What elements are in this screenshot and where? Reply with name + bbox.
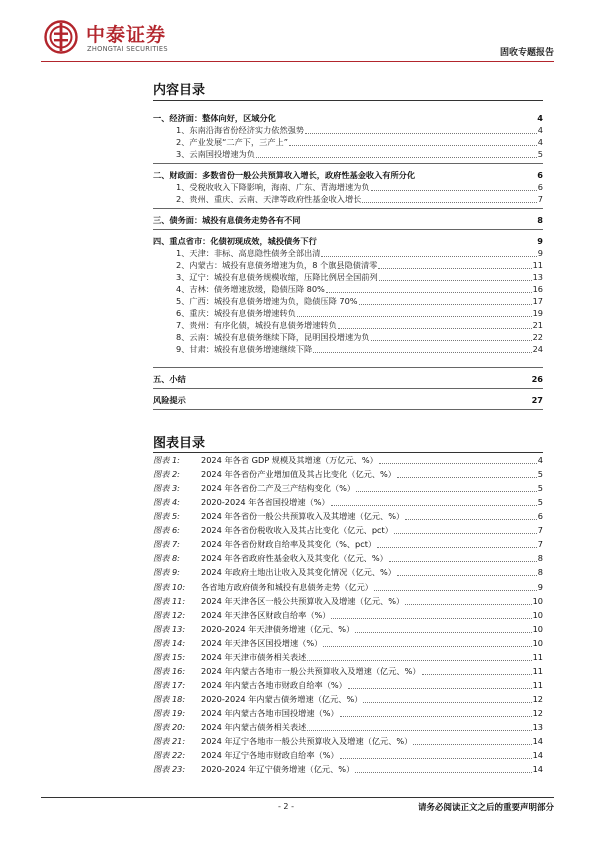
figure-page-number: 14: [532, 736, 543, 746]
toc-entry-text: 2、产业发展“二产下，三产上”: [176, 137, 288, 147]
figure-list-item[interactable]: [153, 624, 543, 635]
toc-section-link[interactable]: [153, 113, 543, 124]
figure-label: 图表 11:: [153, 595, 186, 606]
dot-leader: [359, 304, 532, 305]
dot-leader: [378, 268, 531, 269]
toc-subsection-link[interactable]: [176, 296, 543, 307]
figure-page-number: 8: [537, 553, 543, 564]
figure-list-item[interactable]: [153, 567, 543, 578]
footer-divider: [41, 797, 554, 798]
toc-page-number: 19: [532, 308, 543, 318]
dot-leader: [307, 660, 531, 661]
toc-page-number: 6: [537, 182, 543, 192]
figure-list-item[interactable]: [153, 722, 543, 733]
figure-title: 2024 年政府土地出让收入及其变化情况（亿元、%）: [201, 567, 396, 578]
figure-title: 各省地方政府债务和城投有息债务走势（亿元）: [201, 581, 373, 592]
figure-label: 图表 16:: [153, 665, 186, 676]
figure-title: 2024 年各省政府性基金收入及其变化（亿元、%）: [201, 553, 388, 564]
figure-page-number: 10: [532, 637, 543, 648]
toc-page-number: 24: [532, 344, 543, 354]
logo-english-name: ZHONGTAI SECURITIES: [87, 45, 168, 53]
toc-separator: [153, 367, 543, 368]
figure-list-item[interactable]: [153, 680, 543, 691]
figure-label: 图表 8:: [153, 553, 180, 564]
toc-separator: [153, 208, 543, 209]
toc-subsection-link[interactable]: [176, 125, 543, 136]
report-type-label: 固收专题报告: [499, 48, 554, 58]
toc-page-number: 6: [537, 170, 543, 180]
toc-page-number: 8: [537, 215, 543, 225]
figure-label: 图表 2:: [153, 469, 180, 480]
figure-page-number: 10: [532, 623, 543, 634]
dot-leader: [405, 604, 531, 605]
toc-entry-text: 7、贵州：有序化债，城投有息债务增速转负: [176, 320, 337, 330]
figure-list-item[interactable]: [153, 582, 543, 593]
toc-separator: [153, 163, 543, 164]
figure-list-item[interactable]: [153, 553, 543, 564]
figure-page-number: 11: [532, 679, 543, 690]
toc-page-number: 11: [532, 260, 543, 270]
dot-leader: [331, 618, 531, 619]
dot-leader: [371, 190, 537, 191]
figure-title: 2024 年各省份税收收入及其占比变化（亿元、pct）: [201, 525, 393, 536]
dot-leader: [362, 202, 536, 203]
toc-section-link[interactable]: [153, 374, 543, 385]
figure-title: 2024 年天津各区国投增速（%）: [201, 637, 323, 648]
toc-subsection-link[interactable]: [176, 182, 543, 193]
figure-title: 2024 年内蒙古各地市财政自给率（%）: [201, 679, 347, 690]
figure-label: 图表 20:: [153, 722, 186, 732]
figure-list-item[interactable]: [153, 610, 543, 621]
figure-label: 图表 13:: [153, 623, 186, 634]
toc-entry-text: 三、债务面：城投有息债务走势各有不同: [153, 215, 301, 225]
figure-page-number: 11: [532, 651, 543, 662]
dot-leader: [356, 491, 537, 492]
figure-title: 2024 年天津各区财政自给率（%）: [201, 609, 331, 620]
figure-title: 2020-2024 年天津债务增速（亿元、%）: [201, 623, 355, 634]
figure-label: 图表 14:: [153, 637, 186, 648]
dot-leader: [374, 590, 537, 591]
figure-list-item[interactable]: [153, 497, 543, 508]
dot-leader: [313, 352, 531, 353]
toc-subsection-link[interactable]: [176, 308, 543, 319]
toc-subsection-link[interactable]: [176, 149, 543, 160]
figure-list-item[interactable]: [153, 525, 543, 536]
figure-page-number: 10: [532, 609, 543, 620]
toc-entry-text: 9、甘肃：城投有息债务增速继续下降: [176, 344, 313, 354]
figure-page-number: 9: [537, 581, 543, 592]
toc-separator: [153, 229, 543, 230]
toc-entry-text: 4、吉林：债务增速放缓，隐债压降 80%: [176, 284, 325, 294]
dot-leader: [355, 632, 531, 633]
zhongtai-logo-icon: [44, 20, 78, 54]
dot-leader: [289, 145, 537, 146]
dot-leader: [363, 702, 531, 703]
toc-page-number: 9: [537, 236, 543, 246]
toc-entry-text: 2、贵州、重庆、云南、天津等政府性基金收入增长: [176, 194, 362, 204]
toc-page-number: 9: [537, 248, 543, 258]
figure-label: 图表 5:: [153, 511, 180, 522]
dot-leader: [297, 316, 532, 317]
figure-page-number: 12: [532, 707, 543, 718]
figure-list-item[interactable]: [153, 708, 543, 719]
figure-title: 2024 年各省份二产及三产结构变化（%）: [201, 483, 356, 494]
figure-title: 2020-2024 年辽宁债务增速（亿元、%）: [201, 764, 355, 775]
dot-leader: [389, 561, 537, 562]
dot-leader: [371, 340, 532, 341]
figure-list-item[interactable]: [153, 736, 543, 747]
figure-title: 2020-2024 年内蒙古债务增速（亿元、%）: [201, 693, 363, 704]
toc-entry-text: 1、受税收收入下降影响，海南、广东、青海增速为负: [176, 182, 370, 192]
toc-page-number: 13: [532, 272, 543, 282]
figure-page-number: 14: [532, 764, 543, 775]
toc-entry-text: 1、东南沿海省份经济实力依然强势: [176, 125, 305, 135]
figure-list-item[interactable]: [153, 511, 543, 522]
toc-section-link[interactable]: [153, 170, 543, 181]
figure-label: 图表 12:: [153, 609, 186, 620]
figure-list-item[interactable]: [153, 539, 543, 550]
figure-title: 2024 年内蒙古债务相关表述: [201, 722, 307, 732]
figure-list-item[interactable]: [153, 750, 543, 761]
figure-label: 图表 9:: [153, 567, 180, 578]
toc-separator: [153, 409, 543, 410]
figure-title: 2024 年各省 GDP 规模及其增速（万亿元、%）: [201, 455, 378, 465]
toc-subsection-link[interactable]: [176, 272, 543, 283]
toc-separator: [153, 388, 543, 389]
dot-leader: [331, 505, 537, 506]
dot-leader: [348, 688, 532, 689]
disclaimer-text: 请务必阅读正文之后的重要声明部分: [417, 803, 554, 813]
dot-leader: [326, 292, 532, 293]
toc-entry-text: 5、广西：城投有息债务增速为负，隐债压降 70%: [176, 296, 358, 306]
toc-page-number: 26: [531, 374, 543, 384]
toc-page-number: 7: [537, 194, 543, 204]
dot-leader: [321, 256, 536, 257]
figure-list-item[interactable]: [153, 666, 543, 677]
figure-title: 2020-2024 年各省国投增速（%）: [201, 497, 330, 508]
dot-leader: [379, 280, 532, 281]
dot-leader: [355, 772, 531, 773]
figure-label: 图表 10:: [153, 581, 186, 592]
toc-section-link[interactable]: [153, 236, 543, 247]
toc-page-number: 27: [531, 395, 543, 405]
toc-entry-text: 二、财政面：多数省份一般公共预算收入增长，政府性基金收入有所分化: [153, 170, 416, 180]
figure-title: 2024 年各省份一般公共预算收入及其增速（亿元、%）: [201, 511, 405, 522]
toc-page-number: 21: [532, 320, 543, 330]
toc-entry-text: 8、云南：城投有息债务继续下降，昆明国投增速为负: [176, 332, 370, 342]
figure-title: 2024 年天津各区一般公共预算收入及增速（亿元、%）: [201, 595, 405, 606]
figure-label: 图表 19:: [153, 707, 186, 718]
figure-page-number: 14: [532, 750, 543, 760]
dot-leader: [379, 463, 537, 464]
contents-title-rule: [153, 100, 543, 101]
dot-leader: [338, 328, 532, 329]
header-divider: [41, 61, 554, 62]
figure-label: 图表 7:: [153, 539, 180, 550]
toc-subsection-link[interactable]: [176, 332, 543, 343]
figure-label: 图表 1:: [153, 455, 180, 465]
dot-leader: [377, 547, 537, 548]
dot-leader: [397, 575, 537, 576]
figure-title: 2024 年辽宁各地市一般公共预算收入及增速（亿元、%）: [201, 736, 413, 746]
figure-list-item[interactable]: [153, 483, 543, 494]
figure-list-item[interactable]: [153, 694, 543, 705]
toc-entry-text: 四、重点省市：化债初现成效，城投债务下行: [153, 236, 317, 246]
figure-title: 2024 年各省份财政自给率及其变化（%、pct）: [201, 539, 377, 550]
toc-subsection-link[interactable]: [176, 137, 543, 148]
figure-label: 图表 6:: [153, 525, 180, 536]
figure-title: 2024 年辽宁各地市财政自给率（%）: [201, 750, 339, 760]
toc-entry-text: 3、云南国投增速为负: [176, 149, 255, 159]
toc-section-link[interactable]: [153, 395, 543, 406]
toc-page-number: 4: [537, 113, 543, 123]
figure-title: 2024 年内蒙古各地市国投增速（%）: [201, 707, 339, 718]
toc-entry-text: 2、内蒙古：城投有息债务增速为负，8 个旗县隐债清零: [176, 260, 378, 270]
figure-page-number: 7: [537, 525, 543, 536]
contents-title: 内容目录: [153, 83, 206, 98]
figure-page-number: 5: [537, 497, 543, 508]
figure-label: 图表 3:: [153, 483, 180, 494]
toc-subsection-link[interactable]: [176, 248, 543, 259]
figure-list-item[interactable]: [153, 469, 543, 480]
figure-label: 图表 17:: [153, 679, 186, 690]
dot-leader: [256, 157, 537, 158]
toc-entry-text: 风险提示: [153, 395, 186, 405]
toc-section-link[interactable]: [153, 215, 543, 226]
dot-leader: [323, 646, 531, 647]
figure-list-item[interactable]: [153, 652, 543, 663]
figure-label: 图表 15:: [153, 651, 186, 662]
dot-leader: [340, 758, 532, 759]
figure-list-item[interactable]: [153, 455, 543, 466]
figure-label: 图表 21:: [153, 736, 186, 746]
figure-label: 图表 4:: [153, 497, 180, 508]
toc-subsection-link[interactable]: [176, 284, 543, 295]
figure-page-number: 8: [537, 567, 543, 578]
figure-list-item[interactable]: [153, 596, 543, 607]
toc-subsection-link[interactable]: [176, 194, 543, 205]
figure-label: 图表 18:: [153, 693, 186, 704]
dot-leader: [397, 477, 537, 478]
toc-page-number: 4: [537, 125, 543, 135]
figure-label: 图表 22:: [153, 750, 186, 760]
toc-entry-text: 五、小结: [153, 374, 186, 384]
figure-page-number: 12: [532, 693, 543, 704]
figure-page-number: 13: [532, 722, 543, 732]
figure-page-number: 7: [537, 539, 543, 550]
logo-chinese-name: 中泰证券: [86, 24, 167, 46]
toc-page-number: 17: [532, 296, 543, 306]
figure-title: 2024 年天津市债务相关表述: [201, 651, 307, 662]
figure-page-number: 5: [537, 469, 543, 480]
page-header: [0, 0, 595, 66]
toc-subsection-link[interactable]: [176, 344, 543, 355]
company-logo: [44, 20, 194, 60]
toc-page-number: 4: [537, 137, 543, 147]
dot-leader: [405, 519, 537, 520]
toc-page-number: 22: [532, 332, 543, 342]
toc-subsection-link[interactable]: [176, 260, 543, 271]
toc-entry-text: 1、天津：非标、高息隐性债务全部出清: [176, 248, 321, 258]
figure-page-number: 11: [532, 665, 543, 676]
toc-entry-text: 6、重庆：城投有息债务增速转负: [176, 308, 296, 318]
figure-page-number: 10: [532, 595, 543, 606]
dot-leader: [340, 716, 532, 717]
figure-page-number: 5: [537, 483, 543, 494]
figure-list-item[interactable]: [153, 638, 543, 649]
dot-leader: [422, 674, 532, 675]
toc-page-number: 16: [532, 284, 543, 294]
figures-title-rule: [153, 452, 543, 453]
dot-leader: [413, 744, 531, 745]
toc-subsection-link[interactable]: [176, 320, 543, 331]
toc-entry-text: 一、经济面：整体向好，区域分化: [153, 113, 276, 123]
dot-leader: [394, 533, 537, 534]
figure-title: 2024 年各省份产业增加值及其占比变化（亿元、%）: [201, 469, 396, 480]
figure-page-number: 6: [537, 511, 543, 522]
figure-label: 图表 23:: [153, 764, 186, 775]
dot-leader: [307, 730, 531, 731]
figures-title: 图表目录: [153, 436, 206, 451]
figure-title: 2024 年内蒙古各地市一般公共预算收入及增速（亿元、%）: [201, 665, 421, 676]
toc-page-number: 5: [537, 149, 543, 159]
figure-list-item[interactable]: [153, 764, 543, 775]
page-number: - 2 -: [278, 802, 294, 811]
figure-page-number: 4: [537, 455, 543, 465]
toc-entry-text: 3、辽宁：城投有息债务规模收缩，压降比例居全国前列: [176, 272, 378, 282]
dot-leader: [305, 133, 537, 134]
